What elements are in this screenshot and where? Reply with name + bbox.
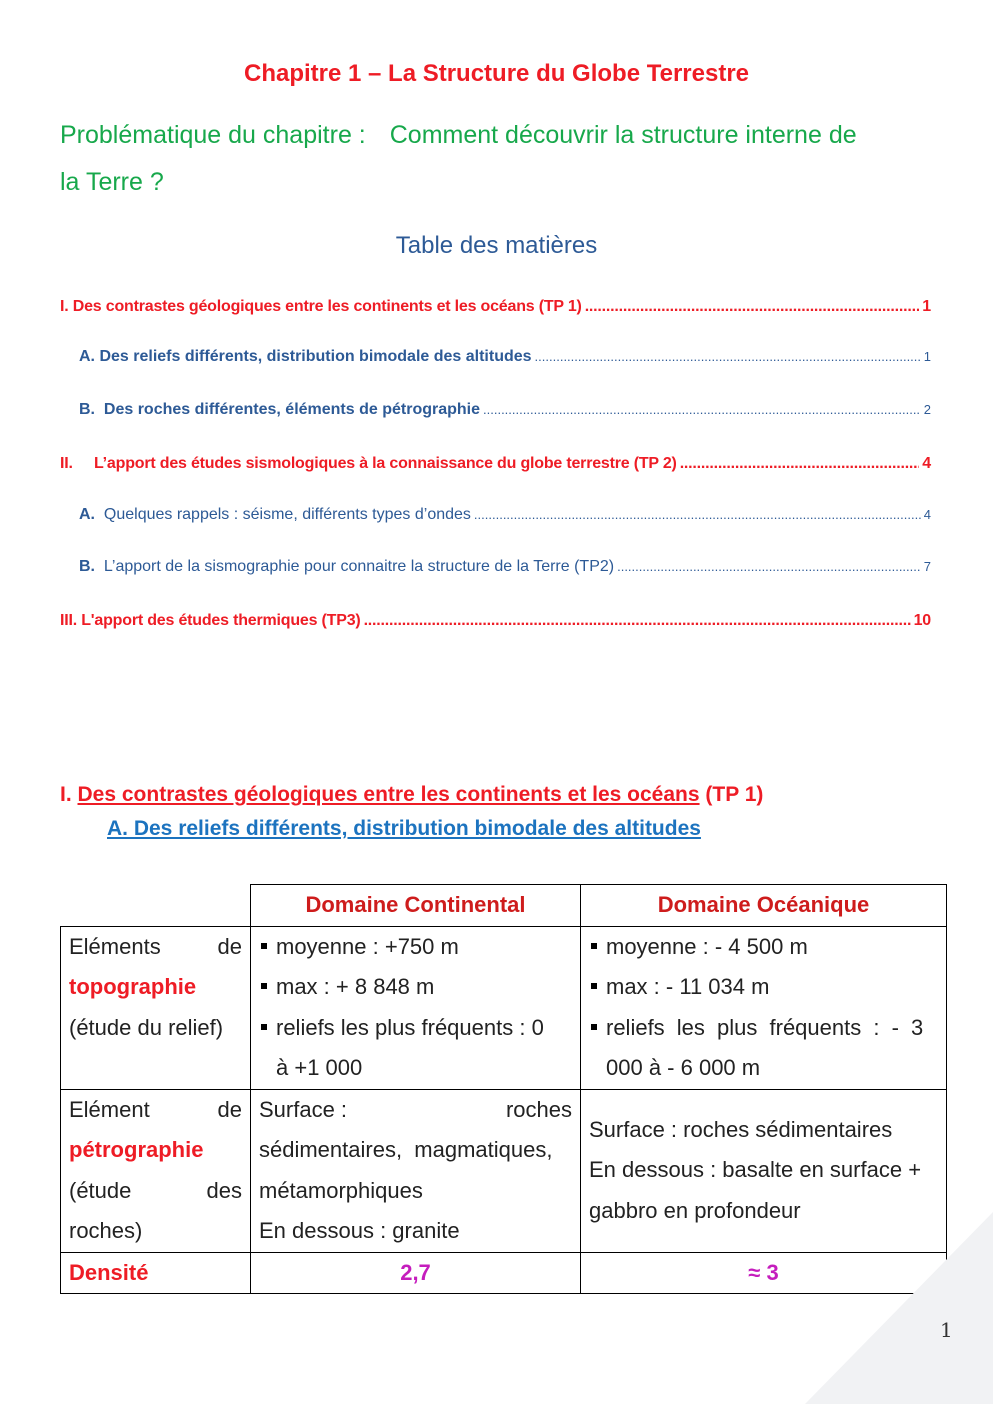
toc-leader-dots [617, 559, 921, 574]
label-highlight: pétrographie [69, 1137, 204, 1162]
page-curl-decoration [805, 1212, 993, 1404]
toc-entry-page: 2 [923, 402, 931, 417]
toc-entry-page: 7 [923, 559, 931, 574]
density-oceanic: ≈ 3 [581, 1252, 947, 1294]
table-row-topographie [61, 926, 947, 1089]
list-item [259, 1008, 572, 1089]
label-word: Elément [69, 1096, 150, 1122]
row-label-petrographie [61, 1089, 251, 1252]
table-corner-cell [61, 885, 251, 927]
cell-text: Surface : roches sédimentaires [589, 1116, 893, 1142]
section-number: I. [60, 783, 72, 806]
problematique-question-2: la Terre ? [60, 168, 164, 196]
toc-entry-num: II. [60, 455, 73, 472]
toc-entry-num: A. [79, 506, 95, 523]
cell-text: En dessous : basalte en surface + [589, 1157, 922, 1183]
list-item: moyenne : +750 m [259, 927, 572, 968]
section-suffix: (TP 1) [705, 783, 764, 806]
toc-entry-num: I. [60, 298, 69, 315]
list-item [589, 1008, 938, 1089]
toc-entry-text: Quelques rappels : séisme, différents types d’ondes [103, 506, 471, 523]
toc-entry-page: 1 [922, 298, 931, 315]
toc-entry-text: L’apport de la sismographie pour connaitre la structure de la Terre (TP2) [103, 558, 615, 575]
toc-entry-page: 10 [913, 612, 931, 629]
list-item: moyenne : - 4 500 m [589, 927, 938, 968]
toc-entry-page: 4 [923, 507, 931, 522]
cell-text: métamorphiques [259, 1177, 423, 1203]
label-highlight: topographie [69, 974, 197, 999]
cell-text: sédimentaires, magmatiques, [259, 1137, 553, 1162]
label-word: Eléments [69, 933, 161, 959]
page-number: 1 [940, 1318, 953, 1342]
toc-entry-num: B. [79, 401, 95, 418]
problematique [60, 112, 940, 206]
toc-entry-page: 4 [922, 455, 931, 472]
chapter-title: Chapitre 1 – La Structure du Globe Terrestre [243, 60, 750, 87]
toc-leader-dots [364, 612, 911, 630]
toc-leader-dots [474, 507, 921, 522]
row-label-densite: Densité [61, 1252, 251, 1294]
label-word: de [217, 933, 242, 959]
list-item-text: reliefs les plus fréquents : 0 [276, 1014, 544, 1040]
list-item: max : - 11 034 m [589, 967, 938, 1008]
section-title: Des contrastes géologiques entre les continents et les océans [77, 783, 700, 806]
density-continental: 2,7 [251, 1252, 581, 1294]
toc-leader-dots [585, 298, 920, 316]
label-word: des [206, 1177, 242, 1203]
section-heading [60, 783, 763, 807]
header-oceanic: Domaine Océanique [581, 885, 947, 927]
toc-entry-text: Des roches différentes, éléments de pétrographie [103, 401, 481, 418]
toc-entry-1b[interactable] [79, 401, 931, 419]
cell-topo-continental [251, 926, 581, 1089]
header-continental: Domaine Continental [251, 885, 581, 927]
toc-entry-num: B. [79, 558, 95, 575]
toc-entry-1a[interactable] [79, 348, 931, 366]
toc-entry-3[interactable] [60, 612, 931, 630]
toc-entry-text: L’apport des études sismologiques à la connaissance du globe terrestre (TP 2) [93, 455, 677, 472]
toc-title: Table des matières [395, 232, 598, 259]
toc-leader-dots [535, 349, 921, 364]
toc-leader-dots [680, 455, 920, 473]
toc-entry-num: A. [79, 348, 95, 365]
label-word: (étude [69, 1177, 132, 1203]
list-item: max : + 8 848 m [259, 967, 572, 1008]
toc-leader-dots [483, 402, 921, 417]
toc-entry-page: 1 [923, 349, 931, 364]
toc-entry-text: L'apport des études thermiques (TP3) [81, 612, 361, 629]
label-word: roches) [69, 1218, 143, 1243]
toc-entry-text: Des reliefs différents, distribution bimodale des altitudes [99, 348, 532, 365]
list-item-text: 000 à - 6 000 m [606, 1055, 761, 1080]
toc-entry-2a[interactable] [79, 506, 931, 524]
row-label-topographie [61, 926, 251, 1089]
cell-topo-oceanic [581, 926, 947, 1089]
cell-text: gabbro en profondeur [589, 1197, 801, 1223]
toc-entry-num: III. [60, 612, 77, 629]
toc-entry-1[interactable] [60, 298, 931, 316]
list-item-text: reliefs les plus fréquents : - 3 [606, 1014, 924, 1040]
cell-text: En dessous : granite [259, 1218, 460, 1243]
label-subtitle: (étude du relief) [69, 1014, 224, 1040]
toc-entry-text: Des contrastes géologiques entre les continents et les océans (TP 1) [72, 298, 582, 315]
list-item-text: à +1 000 [276, 1055, 363, 1080]
subsection-heading: A. Des reliefs différents, distribution bimodale des altitudes [107, 817, 701, 840]
cell-petro-continental [251, 1089, 581, 1252]
label-word: de [217, 1096, 242, 1122]
toc-entry-2b[interactable] [79, 558, 931, 576]
toc-entry-2[interactable] [60, 455, 931, 473]
cell-text: Surface : [259, 1096, 348, 1122]
table-header-row [61, 885, 947, 927]
problematique-question-1: Comment découvrir la structure interne de [389, 121, 857, 149]
problematique-label: Problématique du chapitre : [60, 121, 366, 149]
cell-text: roches [505, 1096, 572, 1122]
